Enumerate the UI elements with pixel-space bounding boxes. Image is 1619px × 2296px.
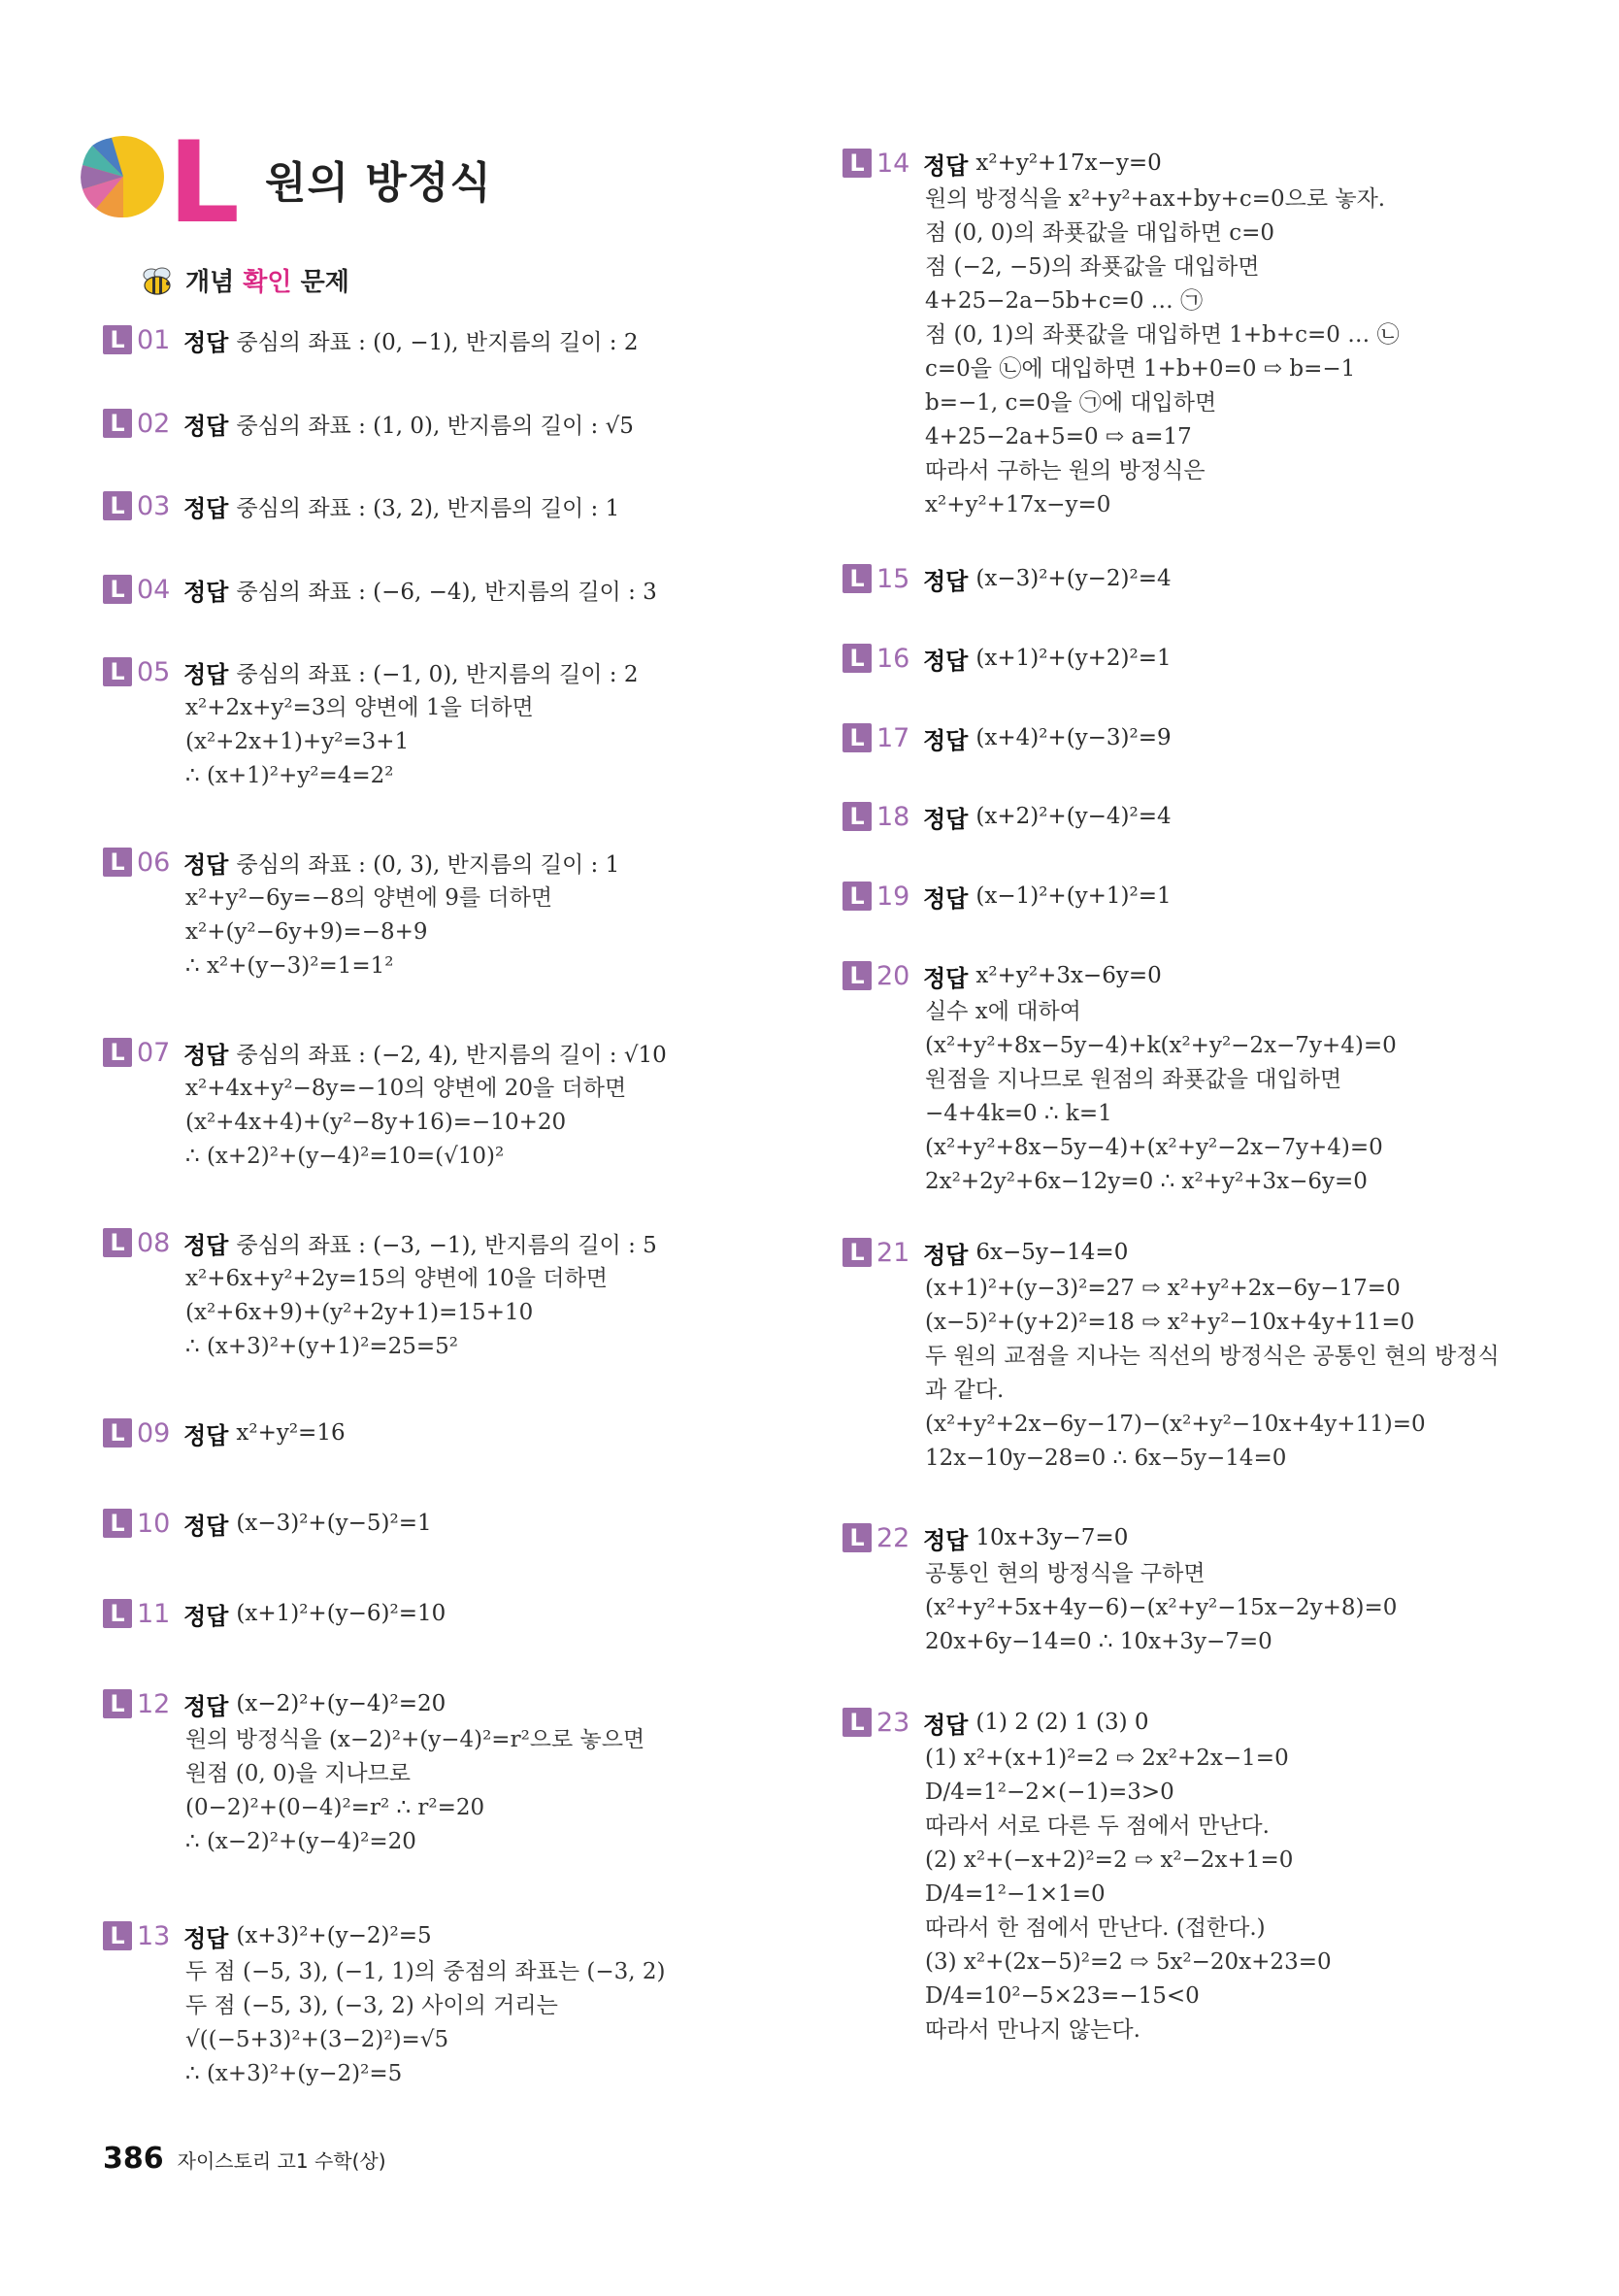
problem-item <box>103 488 724 523</box>
l-badge-icon: L <box>843 1238 872 1267</box>
l-badge-icon: L <box>103 1038 132 1067</box>
problem-number: 19 <box>876 881 910 912</box>
problem-number: 01 <box>137 324 171 355</box>
l-badge-icon: L <box>103 325 132 354</box>
answer-label: 정답 <box>183 412 229 440</box>
answer: (x+2)²+(y−4)²=4 <box>975 804 1172 829</box>
problem-item <box>103 572 724 607</box>
l-badge-icon: L <box>103 1509 132 1538</box>
answer: x²+y²+3x−6y=0 <box>975 963 1162 988</box>
solution-line: 따라서 만나지 않는다. <box>925 2017 1140 2043</box>
problem-number: 14 <box>876 148 910 179</box>
problem-item <box>103 845 724 983</box>
answer-label: 정답 <box>183 1924 229 1952</box>
answer: 중심의 좌표 : (−6, −4), 반지름의 길이 : 3 <box>236 579 657 605</box>
problem-item <box>843 799 1541 834</box>
problem-number: 18 <box>876 801 910 832</box>
l-badge-icon: L <box>103 1921 132 1950</box>
solution-line: 원의 방정식을 x²+y²+ax+by+c=0으로 놓자. <box>925 186 1386 212</box>
solution-lines <box>925 1742 1541 2047</box>
problem-number: 04 <box>137 574 171 605</box>
l-badge-icon: L <box>843 1708 872 1737</box>
answer: 중심의 좌표 : (3, 2), 반지름의 길이 : 1 <box>236 495 620 521</box>
solution-line: 점 (0, 1)의 좌푯값을 대입하면 1+b+c=0 … ㉡ <box>925 322 1400 348</box>
problem-item <box>843 1705 1541 2047</box>
solution-lines <box>185 1723 724 1859</box>
solution-line: ∴ (x−2)²+(y−4)²=20 <box>185 1829 416 1854</box>
answer: (x+4)²+(y−3)²=9 <box>975 725 1172 750</box>
answer: (x−2)²+(y−4)²=20 <box>236 1691 446 1716</box>
book-title: 자이스토리 고1 수학(상) <box>177 2149 386 2173</box>
solution-line: D/4=1²−1×1=0 <box>925 1881 1106 1907</box>
problem-number: 16 <box>876 643 910 674</box>
l-badge-icon: L <box>103 1228 132 1257</box>
solution-line: 과 같다. <box>925 1378 1005 1403</box>
solution-line: ∴ (x+1)²+y²=4=2² <box>185 763 394 788</box>
solution-lines <box>185 1072 724 1174</box>
solution-line: 4+25−2a+5=0 ⇨ a=17 <box>925 424 1192 449</box>
concept-post: 문제 <box>291 268 349 297</box>
solution-line: (1) x²+(x+1)²=2 ⇨ 2x²+2x−1=0 <box>925 1746 1289 1771</box>
l-badge-icon: L <box>843 1523 872 1552</box>
solution-line: 점 (0, 0)의 좌푯값을 대입하면 c=0 <box>925 220 1275 246</box>
l-badge-icon: L <box>103 575 132 604</box>
answer: 중심의 좌표 : (−1, 0), 반지름의 길이 : 2 <box>236 661 639 687</box>
answer: x²+y²=16 <box>236 1420 346 1446</box>
answer-label: 정답 <box>923 884 969 913</box>
solution-line: 두 원의 교점을 지나는 직선의 방정식은 공통인 현의 방정식 <box>925 1344 1500 1369</box>
solution-line: (x+1)²+(y−3)²=27 ⇨ x²+y²+2x−6y−17=0 <box>925 1276 1401 1301</box>
l-badge-icon: L <box>843 644 872 673</box>
answer: 중심의 좌표 : (1, 0), 반지름의 길이 : √5 <box>236 413 634 439</box>
problem-number: 20 <box>876 960 910 991</box>
solution-line: (x²+2x+1)+y²=3+1 <box>185 729 410 754</box>
problem-item <box>843 1235 1541 1476</box>
problem-item <box>103 1225 724 1364</box>
solution-line: x²+4x+y²−8y=−10의 양변에 20을 더하면 <box>185 1076 627 1101</box>
answer: (x−3)²+(y−2)²=4 <box>975 566 1172 591</box>
answer: (1) 2 (2) 1 (3) 0 <box>975 1710 1149 1735</box>
problem-item <box>843 1520 1541 1659</box>
l-badge-icon: L <box>843 961 872 990</box>
solution-line: (x²+y²+2x−6y−17)−(x²+y²−10x+4y+11)=0 <box>925 1412 1426 1437</box>
l-badge-icon: L <box>843 882 872 911</box>
solution-line: x²+y²+17x−y=0 <box>925 492 1111 517</box>
solution-line: x²+6x+y²+2y=15의 양변에 10을 더하면 <box>185 1266 608 1291</box>
solution-lines <box>185 1262 724 1364</box>
l-badge-icon: L <box>103 491 132 520</box>
problem-number: 07 <box>137 1037 171 1068</box>
solution-line: ∴ (x+3)²+(y−2)²=5 <box>185 2061 403 2086</box>
problem-item <box>843 146 1541 522</box>
solution-line: 원점을 지나므로 원점의 좌푯값을 대입하면 <box>925 1067 1342 1092</box>
solution-line: x²+(y²−6y+9)=−8+9 <box>185 919 428 945</box>
problem-number: 13 <box>137 1920 171 1951</box>
solution-line: b=−1, c=0을 ㉠에 대입하면 <box>925 390 1217 416</box>
problem-number: 09 <box>137 1417 171 1448</box>
answer-label: 정답 <box>183 1602 229 1630</box>
answer-label: 정답 <box>183 1512 229 1540</box>
solution-line: x²+y²−6y=−8의 양변에 9를 더하면 <box>185 885 553 911</box>
answer: 10x+3y−7=0 <box>975 1525 1129 1550</box>
l-badge-icon: L <box>103 1689 132 1718</box>
solution-line: ∴ (x+3)²+(y+1)²=25=5² <box>185 1334 458 1359</box>
page-footer <box>103 2142 386 2176</box>
l-badge-icon: L <box>103 1599 132 1628</box>
answer-label: 정답 <box>183 494 229 522</box>
solution-line: (0−2)²+(0−4)²=r² ∴ r²=20 <box>185 1795 485 1820</box>
chapter-logo-icon <box>73 116 248 233</box>
chapter-letter: L <box>168 117 240 233</box>
l-badge-icon: L <box>843 723 872 752</box>
problem-item <box>843 879 1541 914</box>
problem-number: 03 <box>137 490 171 521</box>
answer-label: 정답 <box>183 1692 229 1720</box>
problem-number: 12 <box>137 1688 171 1719</box>
answer: (x+1)²+(y+2)²=1 <box>975 646 1172 671</box>
problem-number: 15 <box>876 563 910 594</box>
problem-number: 22 <box>876 1522 910 1553</box>
solution-line: (x²+6x+9)+(y²+2y+1)=15+10 <box>185 1300 534 1325</box>
problem-number: 11 <box>137 1598 171 1629</box>
problem-number: 02 <box>137 408 171 439</box>
problem-item <box>103 1686 724 1859</box>
solution-line: 원점 (0, 0)을 지나므로 <box>185 1761 411 1786</box>
problem-item <box>843 958 1541 1199</box>
l-badge-icon: L <box>843 564 872 593</box>
solution-line: 공통인 현의 방정식을 구하면 <box>925 1561 1206 1586</box>
answer: (x+1)²+(y−6)²=10 <box>236 1601 446 1626</box>
solution-lines <box>185 691 724 793</box>
problem-item <box>103 1415 724 1450</box>
l-badge-icon: L <box>843 149 872 178</box>
solution-line: 따라서 서로 다른 두 점에서 만난다. <box>925 1814 1270 1839</box>
solution-line: x²+2x+y²=3의 양변에 1을 더하면 <box>185 695 534 720</box>
solution-line: 두 점 (−5, 3), (−1, 1)의 중점의 좌표는 (−3, 2) <box>185 1959 666 1984</box>
concept-pre: 개념 <box>185 268 244 297</box>
solution-line: (x²+y²+8x−5y−4)+k(x²+y²−2x−7y+4)=0 <box>925 1033 1397 1058</box>
solution-line: c=0을 ㉡에 대입하면 1+b+0=0 ⇨ b=−1 <box>925 356 1356 382</box>
solution-lines <box>185 882 724 983</box>
answer-label: 정답 <box>183 578 229 606</box>
solution-line: (x²+y²+5x+4y−6)−(x²+y²−15x−2y+8)=0 <box>925 1595 1398 1620</box>
answer: 중심의 좌표 : (−3, −1), 반지름의 길이 : 5 <box>236 1232 657 1258</box>
solution-line: D/4=1²−2×(−1)=3>0 <box>925 1780 1174 1805</box>
problem-item <box>843 641 1541 676</box>
problem-item <box>103 1035 724 1174</box>
solution-line: 20x+6y−14=0 ∴ 10x+3y−7=0 <box>925 1629 1272 1654</box>
answer: 6x−5y−14=0 <box>975 1240 1129 1265</box>
problem-item <box>103 654 724 793</box>
l-badge-icon: L <box>103 848 132 877</box>
chapter-title: 원의 방정식 <box>265 158 492 208</box>
solution-line: (2) x²+(−x+2)²=2 ⇨ x²−2x+1=0 <box>925 1847 1294 1873</box>
problem-item <box>103 1918 724 2091</box>
l-badge-icon: L <box>103 409 132 438</box>
solution-line: (x−5)²+(y+2)²=18 ⇨ x²+y²−10x+4y+11=0 <box>925 1310 1415 1335</box>
solution-line: 원의 방정식을 (x−2)²+(y−4)²=r²으로 놓으면 <box>185 1727 645 1752</box>
answer-label: 정답 <box>923 1526 969 1554</box>
solution-line: 따라서 구하는 원의 방정식은 <box>925 458 1206 483</box>
problem-item <box>843 720 1541 755</box>
solution-line: (x²+4x+4)+(y²−8y+16)=−10+20 <box>185 1110 567 1135</box>
answer-label: 정답 <box>923 805 969 833</box>
l-badge-icon: L <box>103 1418 132 1447</box>
answer-label: 정답 <box>923 151 969 180</box>
answer-label: 정답 <box>923 1711 969 1739</box>
answer-label: 정답 <box>923 1241 969 1269</box>
problem-item <box>103 406 724 441</box>
answer-label: 정답 <box>183 660 229 688</box>
solution-line: 따라서 한 점에서 만난다. (접한다.) <box>925 1915 1266 1941</box>
answer: 중심의 좌표 : (0, 3), 반지름의 길이 : 1 <box>236 851 620 878</box>
problem-number: 08 <box>137 1227 171 1258</box>
solution-lines <box>925 995 1541 1199</box>
problem-item <box>843 561 1541 596</box>
problem-number: 06 <box>137 847 171 878</box>
concept-heading <box>139 262 349 298</box>
answer: (x+3)²+(y−2)²=5 <box>236 1923 432 1948</box>
problem-item <box>103 322 724 357</box>
answer-label: 정답 <box>923 964 969 992</box>
answer: x²+y²+17x−y=0 <box>975 150 1162 176</box>
answer: (x−1)²+(y+1)²=1 <box>975 883 1172 909</box>
problem-item <box>103 1596 724 1631</box>
l-badge-icon: L <box>843 802 872 831</box>
solution-line: (3) x²+(2x−5)²=2 ⇨ 5x²−20x+23=0 <box>925 1949 1332 1975</box>
answer-label: 정답 <box>183 328 229 356</box>
problem-number: 21 <box>876 1237 910 1268</box>
answer-label: 정답 <box>183 850 229 879</box>
answer-label: 정답 <box>923 567 969 595</box>
solution-line: ∴ (x+2)²+(y−4)²=10=(√10)² <box>185 1144 505 1169</box>
solution-line: 두 점 (−5, 3), (−3, 2) 사이의 거리는 <box>185 1993 558 2018</box>
solution-line: 4+25−2a−5b+c=0 … ㉠ <box>925 288 1204 314</box>
answer-label: 정답 <box>923 726 969 754</box>
solution-line: ∴ x²+(y−3)²=1=1² <box>185 953 394 979</box>
answer-label: 정답 <box>183 1041 229 1069</box>
answer-label: 정답 <box>923 647 969 675</box>
problem-number: 05 <box>137 656 171 687</box>
solution-line: 12x−10y−28=0 ∴ 6x−5y−14=0 <box>925 1446 1287 1471</box>
solution-line: √((−5+3)²+(3−2)²)=√5 <box>185 2027 449 2052</box>
answer: (x−3)²+(y−5)²=1 <box>236 1511 432 1536</box>
answer-label: 정답 <box>183 1231 229 1259</box>
solution-line: 실수 x에 대하여 <box>925 999 1081 1024</box>
answer: 중심의 좌표 : (0, −1), 반지름의 길이 : 2 <box>236 329 639 355</box>
answer: 중심의 좌표 : (−2, 4), 반지름의 길이 : √10 <box>236 1042 667 1068</box>
problem-item <box>103 1506 724 1541</box>
answer-label: 정답 <box>183 1421 229 1449</box>
solution-line: −4+4k=0 ∴ k=1 <box>925 1101 1112 1126</box>
solution-lines <box>925 183 1541 522</box>
solution-line: (x²+y²+8x−5y−4)+(x²+y²−2x−7y+4)=0 <box>925 1135 1383 1160</box>
solution-lines <box>925 1272 1541 1476</box>
solution-line: D/4=10²−5×23=−15<0 <box>925 1983 1200 2009</box>
problem-number: 17 <box>876 722 910 753</box>
bee-icon <box>139 265 176 296</box>
solution-line: 점 (−2, −5)의 좌푯값을 대입하면 <box>925 254 1260 280</box>
l-badge-icon: L <box>103 657 132 686</box>
problem-number: 10 <box>137 1508 171 1539</box>
solution-line: 2x²+2y²+6x−12y=0 ∴ x²+y²+3x−6y=0 <box>925 1169 1368 1194</box>
solution-lines <box>185 1955 724 2091</box>
page-number: 386 <box>103 2142 164 2176</box>
chapter-header <box>73 107 519 233</box>
problem-number: 23 <box>876 1707 910 1738</box>
concept-highlight: 확인 <box>243 268 292 297</box>
solution-lines <box>925 1557 1541 1659</box>
